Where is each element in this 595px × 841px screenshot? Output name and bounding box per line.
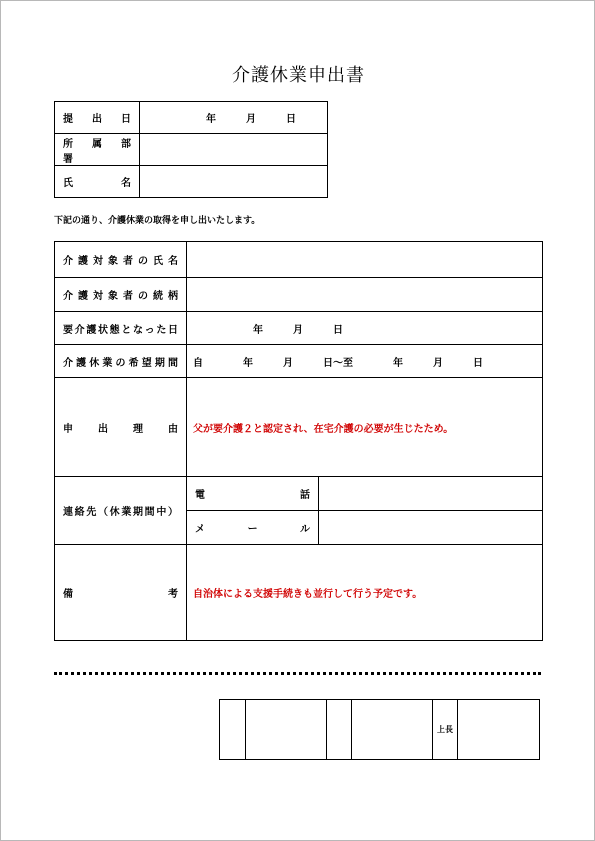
name-label: 氏 名: [55, 166, 140, 198]
condition-date-field[interactable]: 年 月 日: [187, 312, 543, 345]
name-field[interactable]: [140, 166, 328, 198]
period-field[interactable]: 自 年 月 日～至 年 月 日: [187, 345, 543, 378]
remarks-label: 備 考: [55, 545, 187, 641]
relation-field[interactable]: [187, 278, 543, 312]
stamp-label-cell: [220, 700, 246, 760]
table-row: [55, 545, 543, 641]
care-name-field[interactable]: [187, 242, 543, 278]
table-row: [55, 134, 328, 166]
table-row: [55, 477, 543, 511]
email-field[interactable]: [319, 511, 543, 545]
stamp-label-cell: [327, 700, 352, 760]
remarks-field[interactable]: 自治体による支援手続きも並行して行う予定です。: [187, 545, 543, 641]
leave-form-table: [54, 241, 543, 641]
period-label: 介護休業の希望期間: [55, 345, 187, 378]
contact-label: 連絡先（休業期間中）: [55, 477, 187, 545]
reason-label: 申 出 理 由: [55, 378, 187, 477]
boss-stamp-cell[interactable]: [458, 700, 540, 760]
submit-date-field[interactable]: 年 月 日: [140, 102, 328, 134]
table-row: [55, 278, 543, 312]
table-row: [220, 700, 540, 760]
table-row: [55, 166, 328, 198]
table-row: [55, 378, 543, 477]
boss-label: 上長: [433, 700, 458, 760]
table-row: [55, 102, 328, 134]
stamp-cell[interactable]: [352, 700, 433, 760]
submit-date-label: 提 出 日: [55, 102, 140, 134]
phone-field[interactable]: [319, 477, 543, 511]
table-row: [55, 242, 543, 278]
cut-line-divider: [54, 672, 541, 675]
email-label: メール: [187, 511, 319, 545]
approval-stamp-box: [219, 699, 540, 760]
table-row: [55, 345, 543, 378]
phone-label: 電 話: [187, 477, 319, 511]
applicant-table: [54, 101, 328, 198]
table-row: [55, 312, 543, 345]
intro-text: 下記の通り、介護休業の取得を申し出いたします。: [54, 216, 261, 226]
relation-label: 介護対象者の続柄: [55, 278, 187, 312]
stamp-cell[interactable]: [246, 700, 327, 760]
care-name-label: 介護対象者の氏名: [55, 242, 187, 278]
department-label: 所 属 部 署: [55, 134, 140, 166]
reason-field[interactable]: 父が要介護２と認定され、在宅介護の必要が生じたため。: [187, 378, 543, 477]
page-title: 介護休業申出書: [232, 65, 365, 86]
condition-date-label: 要介護状態となった日: [55, 312, 187, 345]
department-field[interactable]: [140, 134, 328, 166]
